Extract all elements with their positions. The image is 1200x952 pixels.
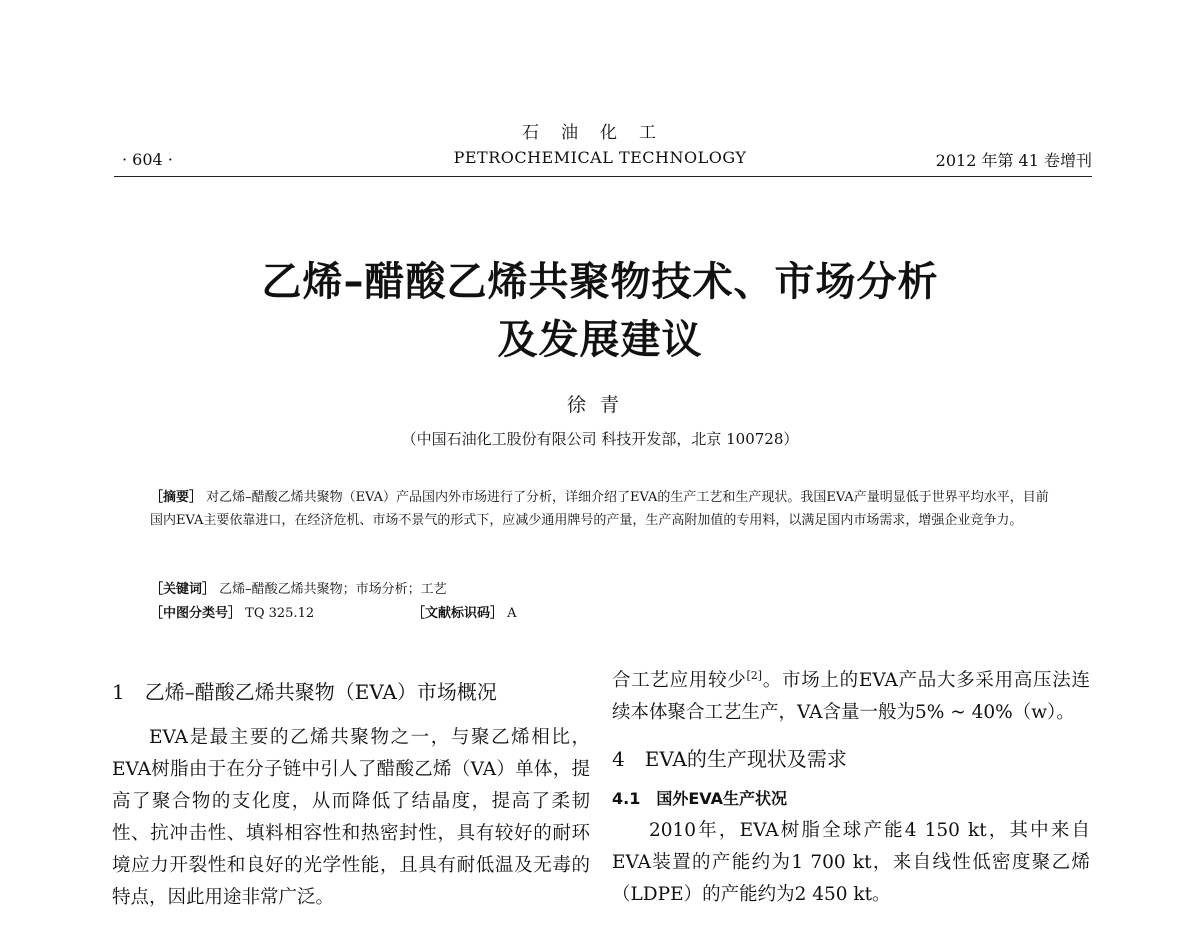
keywords-label: ［关键词］ <box>150 582 216 597</box>
abstract-label: ［摘要］ <box>150 490 203 505</box>
section-4-heading: 4 EVA的生产现状及需求 <box>612 747 847 772</box>
author-name: 徐青 <box>566 394 633 416</box>
class-value: TQ 325.12 <box>245 606 315 621</box>
section-1-heading: 1 乙烯–醋酸乙烯共聚物（EVA）市场概况 <box>112 680 497 704</box>
right-column <box>612 660 1090 911</box>
classification <box>150 602 517 621</box>
journal-title-cn: 石油化工 <box>522 123 678 143</box>
keywords <box>150 578 447 597</box>
left-column <box>112 676 590 914</box>
document-id <box>412 602 517 621</box>
docid-label: ［文献标识码］ <box>412 606 504 621</box>
subsection-4-1-paragraph: 2010年，EVA树脂全球产能4 150 kt，其中来自EVA装置的产能约为1 700 kt，来自线性低密度聚乙烯（LDPE）的产能约为2 450 kt。 <box>612 820 1090 906</box>
keywords-text: 乙烯–醋酸乙烯共聚物；市场分析；工艺 <box>219 582 447 597</box>
continued-text-b: 。市场上的EVA产品大多采用高压法连续本体聚合工艺生产，VA含量一般为5% ~ 40%（w）。 <box>612 670 1090 724</box>
section-1-paragraph: EVA是最主要的乙烯共聚物之一，与聚乙烯相比，EVA树脂由于在分子链中引人了醋酸乙烯（VA）单体，提高了聚合物的支化度，从而降低了结晶度，提高了柔韧性、抗冲击性、填料相容性和热密封性，具有较好的耐环境应力开裂性和良好的光学性能，且具有耐低温及无毒的特点，因此用途非常广泛。 <box>112 727 590 908</box>
journal-volume: 2012 年第 41 卷增刊 <box>935 151 1092 170</box>
continued-text-a: 合工艺应用较少 <box>612 670 747 692</box>
header-rule <box>114 176 1092 177</box>
continued-paragraph <box>612 660 1090 729</box>
subsection-4-1-heading: 4.1 国外EVA生产状况 <box>612 789 787 809</box>
docid-value: A <box>507 606 517 621</box>
article-title-line2: 及发展建议 <box>497 317 703 363</box>
citation-ref: [2] <box>746 669 763 682</box>
abstract <box>150 486 1050 532</box>
article-title-line1: 乙烯–醋酸乙烯共聚物技术、市场分析 <box>261 259 939 305</box>
page-number: · 604 · <box>122 150 173 169</box>
abstract-text: 对乙烯–醋酸乙烯共聚物（EVA）产品国内外市场进行了分析，详细介绍了EVA的生产工艺和生产现状。我国EVA产量明显低于世界平均水平，目前国内EVA主要依靠进口，在经济危机、市场不景气的形式下，应减少通用牌号的产量，生产高附加值的专用料，以满足国内市场需求，增强企业竞争力。 <box>150 490 1049 528</box>
author-affiliation: （中国石油化工股份有限公司 科技开发部，北京 100728） <box>401 430 799 448</box>
journal-title-en: PETROCHEMICAL TECHNOLOGY <box>453 148 747 167</box>
class-label: ［中图分类号］ <box>150 606 242 621</box>
